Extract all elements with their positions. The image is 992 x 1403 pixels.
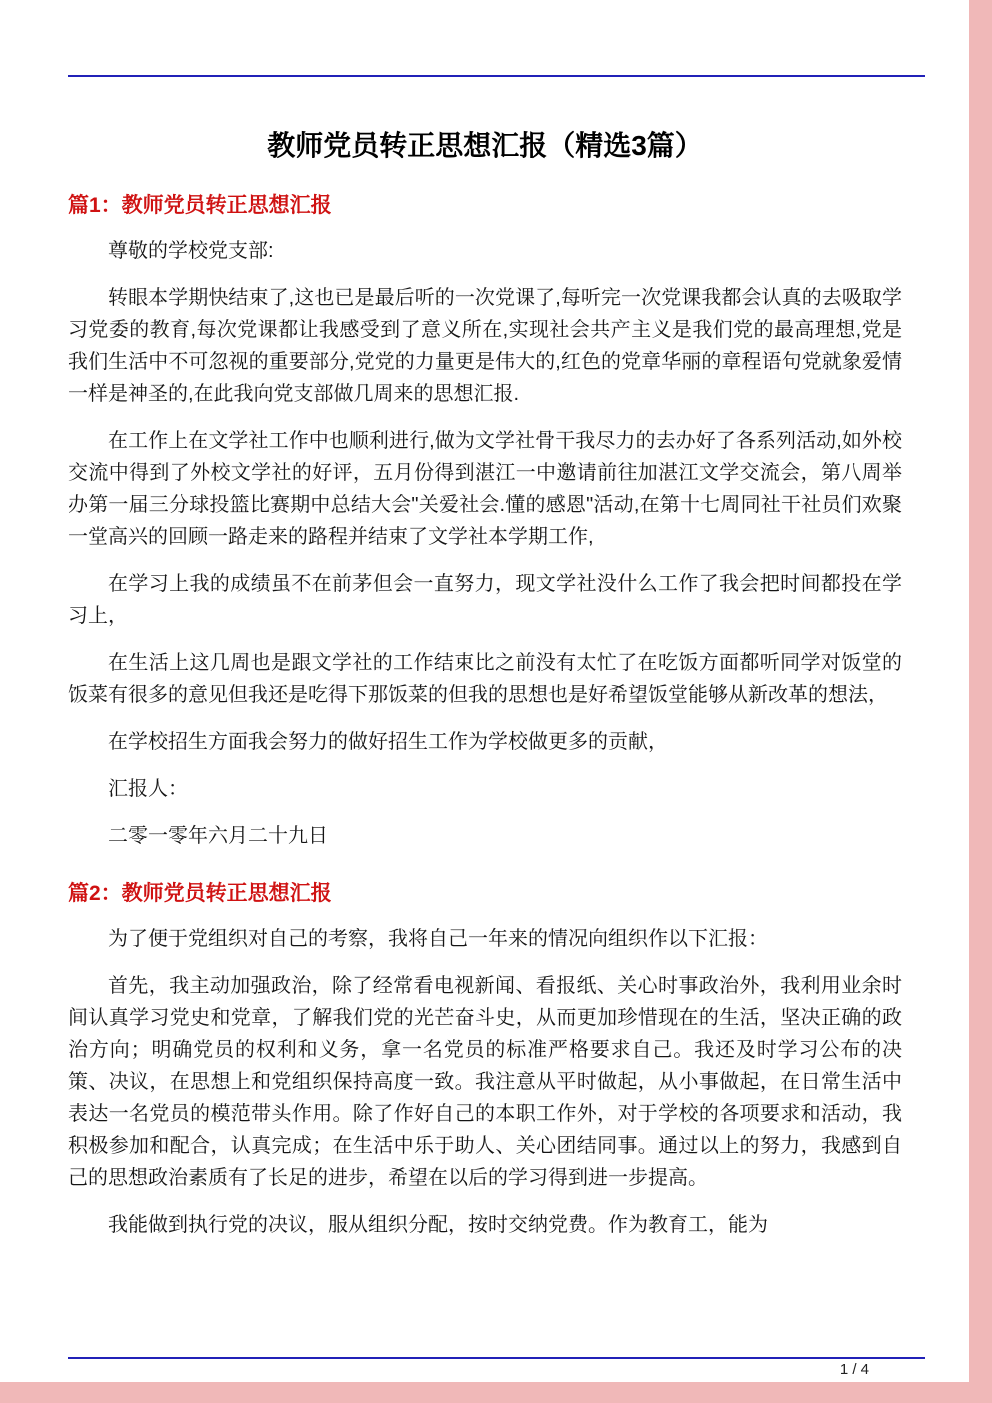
- paragraph: 转眼本学期快结束了,这也已是最后听的一次党课了,每听完一次党课我都会认真的去吸取学习党委的教育,每次党课都让我感受到了意义所在,实现社会共产主义是我们党的最高理想,党是我们生活中不可忽视的重要部分,党党的力量更是伟大的,红色的党章华丽的章程语句党就象爱情一样是神圣的,在此我向党支部做几周来的思想汇报.: [68, 287, 902, 405]
- section-1: [68, 192, 902, 852]
- paragraph: 在学习上我的成绩虽不在前茅但会一直努力，现文学社没什么工作了我会把时间都投在学习上，: [68, 573, 902, 627]
- section-2-body: [68, 923, 902, 1241]
- paragraph: 首先，我主动加强政治，除了经常看电视新闻、看报纸、关心时事政治外，我利用业余时间认真学习党史和党章，了解我们党的光芒奋斗史，从而更加珍惜现在的生活，坚决正确的政治方向；明确党员的权利和义务，拿一名党员的标准严格要求自己。我还及时学习公布的决策、决议，在思想上和党组织保持高度一致。我注意从平时做起，从小事做起，在日常生活中表达一名党员的模范带头作用。除了作好自己的本职工作外，对于学校的各项要求和活动，我积极参加和配合，认真完成；在生活中乐于助人、关心团结同事。通过以上的努力，我感到自己的思想政治素质有了长足的进步，希望在以后的学习得到进一步提高。: [68, 975, 902, 1189]
- section-1-body: [68, 235, 902, 852]
- section-1-heading: 篇1：教师党员转正思想汇报: [68, 194, 332, 217]
- paragraph: 二零一零年六月二十九日: [108, 825, 328, 847]
- paragraph: 尊敬的学校党支部:: [108, 240, 274, 262]
- section-2-heading: 篇2：教师党员转正思想汇报: [68, 882, 332, 905]
- paragraph: 在生活上这几周也是跟文学社的工作结束比之前没有太忙了在吃饭方面都听同学对饭堂的饭菜有很多的意见但我还是吃得下那饭菜的但我的思想也是好希望饭堂能够从新改革的想法，: [68, 652, 902, 706]
- paragraph: 在工作上在文学社工作中也顺利进行,做为文学社骨干我尽力的去办好了各系列活动,如外校交流中得到了外校文学社的好评，五月份得到湛江一中邀请前往加湛江文学交流会，第八周举办第一届三分球投篮比赛期中总结大会"关爱社会.懂的感恩"活动,在第十七周同社干社员们欢聚一堂高兴的回顾一路走来的路程并结束了文学社本学期工作,: [68, 430, 902, 548]
- bottom-rule: [68, 1357, 925, 1359]
- paragraph: 汇报人：: [108, 778, 188, 800]
- page-footer: [840, 1360, 869, 1380]
- paragraph: 为了便于党组织对自己的考察，我将自己一年来的情况向组织作以下汇报：: [108, 928, 768, 950]
- paragraph: 在学校招生方面我会努力的做好招生工作为学校做更多的贡献，: [108, 731, 668, 753]
- top-rule: [68, 75, 925, 77]
- section-2: [68, 880, 902, 1241]
- page-number: 1 / 4: [839, 1361, 869, 1378]
- document-title: 教师党员转正思想汇报（精选3篇）: [267, 130, 703, 161]
- paragraph: 我能做到执行党的决议，服从组织分配，按时交纳党费。作为教育工，能为: [108, 1214, 768, 1236]
